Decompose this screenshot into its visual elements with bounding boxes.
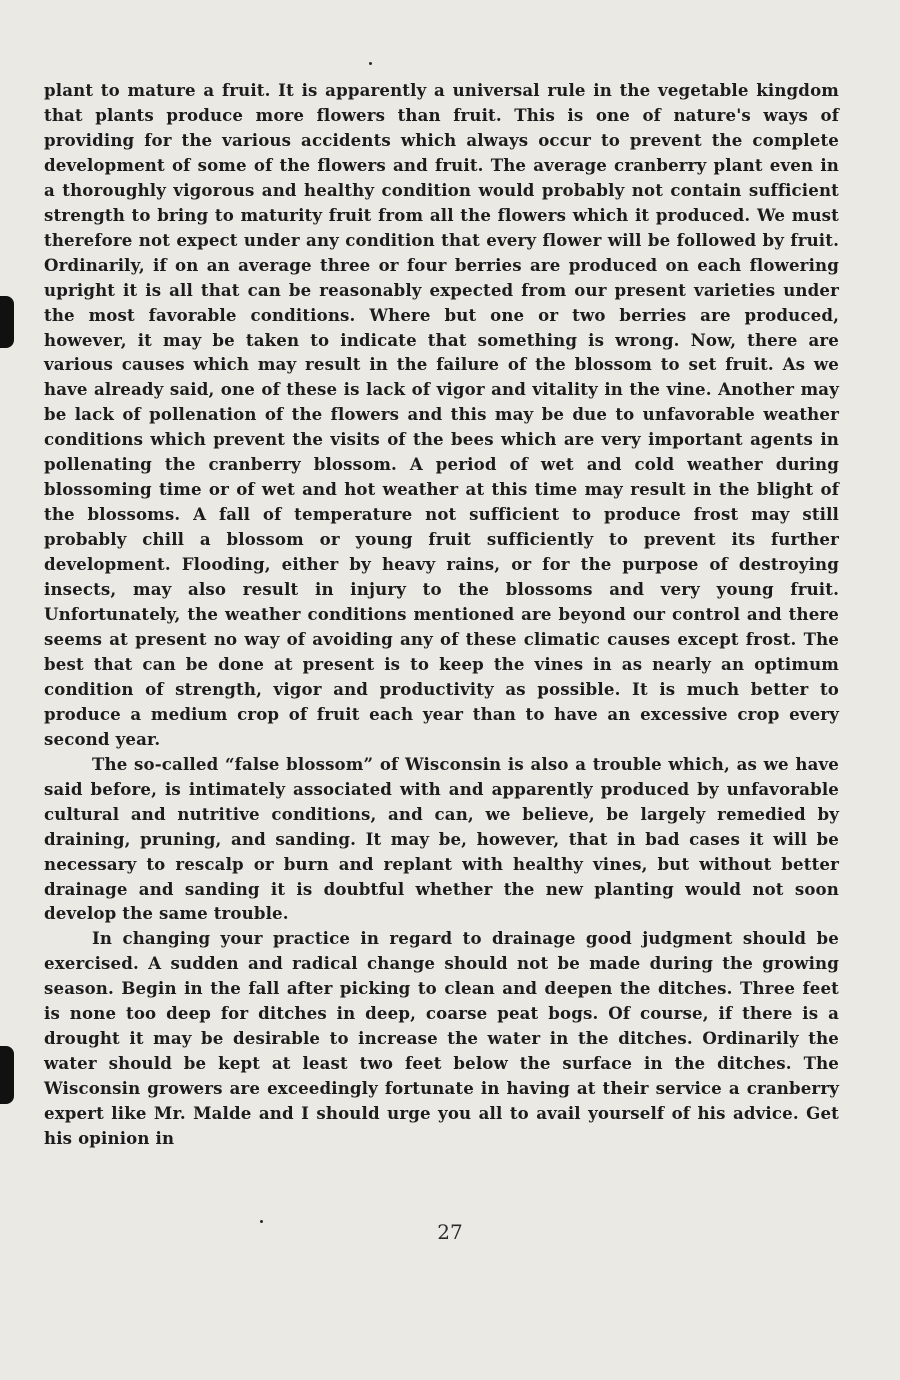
page-body bbox=[44, 78, 839, 1151]
binding-mark-top bbox=[0, 296, 14, 348]
binding-mark-bottom bbox=[0, 1046, 14, 1104]
paragraph-2: The so-called “false blossom” of Wisconsin is also a trouble which, as we have said before, is intimately associated with and apparently produced by unfavorable cultural and nutritive conditions, and can, we believe, be largely remedied by draining, pruning, and sanding. It may be, however, that in bad cases it will be necessary to rescalp or burn and replant with healthy vines, but without better drainage and sanding it is doubtful whether the new planting would not soon develop the same trouble. bbox=[44, 753, 839, 924]
speck-top bbox=[369, 62, 372, 65]
paragraph-1: plant to mature a fruit. It is apparently a universal rule in the vegetable kingdom that plants produce more flowers than fruit. This is one of nature's ways of providing for the various accidents which always occur to prevent the complete development of some of the flowers and fruit. The average cranberry plant even in a thoroughly vigorous and healthy condition would probably not contain sufficient strength to bring to maturity fruit from all the flowers which it produced. We must therefore not expect under any condition that every flower will be followed by fruit. Ordinarily, if on an average three or four berries are produced on each flowering upright it is all that can be reasonably expected from our present varieties under the most favorable conditions. Where but one or two berries are produced, however, it may be taken to indicate that something is wrong. Now, there are various causes which may result in the failure of the blossom to set fruit. As we have already said, one of these is lack of vigor and vitality in the vine. Another may be lack of pollenation of the flowers and this may be due to unfavorable weather conditions which prevent the visits of the bees which are very important agents in pollenating the cranberry blossom. A period of wet and cold weather during blossoming time or of wet and hot weather at this time may result in the blight of the blossoms. A fall of temperature not sufficient to produce frost may still probably chill a blossom or young fruit sufficiently to prevent its further development. Flooding, either by heavy rains, or for the purpose of destroying insects, may also result in injury to the blossoms and very young fruit. Unfortunately, the weather conditions mentioned are beyond our control and there seems at present no way of avoiding any of these climatic causes except frost. The best that can be done at present is to keep the vines in as nearly an optimum condition of strength, vigor and productivity as possible. It is much better to produce a medium crop of fruit each year than to have an excessive crop every second year. bbox=[44, 80, 839, 749]
page-number: 27 bbox=[437, 1220, 463, 1244]
paragraph-3: In changing your practice in regard to drainage good judgment should be exercised. A sudden and radical change should not be made during the growing season. Begin in the fall after picking to clean and deepen the ditches. Three feet is none too deep for ditches in deep, coarse peat bogs. Of course, if there is a drought it may be desirable to increase the water in the ditches. Ordinarily the water should be kept at least two feet below the surface in the ditches. The Wisconsin growers are exceedingly fortunate in having at their service a cranberry expert like Mr. Malde and I should urge you all to avail yourself of his advice. Get his opinion in bbox=[44, 928, 839, 1149]
